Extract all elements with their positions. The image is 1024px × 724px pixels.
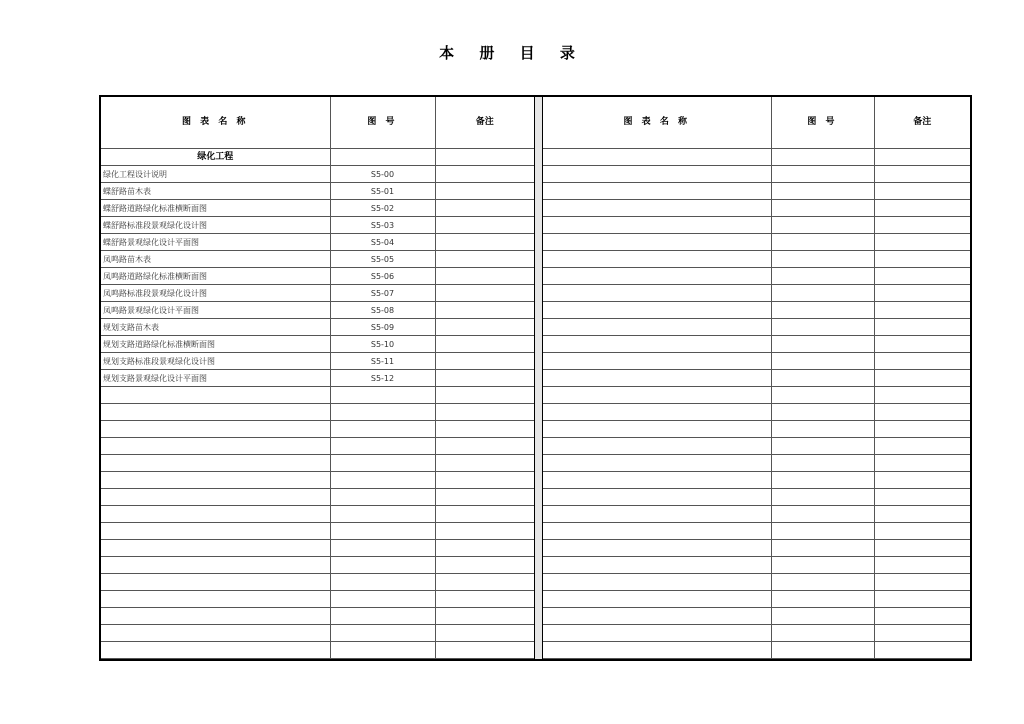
empty-cell bbox=[771, 591, 874, 608]
empty-cell bbox=[101, 404, 330, 421]
entry-code: S5-07 bbox=[330, 285, 435, 302]
table-row bbox=[101, 149, 534, 166]
empty-cell bbox=[874, 251, 970, 268]
empty-cell bbox=[330, 489, 435, 506]
entry-note bbox=[435, 200, 534, 217]
table-row bbox=[101, 183, 534, 200]
empty-cell bbox=[330, 421, 435, 438]
table-row bbox=[101, 319, 534, 336]
empty-cell bbox=[330, 608, 435, 625]
empty-cell bbox=[435, 489, 534, 506]
header-note: 备注 bbox=[874, 97, 970, 149]
empty-cell bbox=[435, 540, 534, 557]
empty-cell bbox=[543, 217, 771, 234]
empty-cell bbox=[101, 455, 330, 472]
table-row bbox=[543, 574, 970, 591]
table-row bbox=[543, 506, 970, 523]
empty-cell bbox=[435, 608, 534, 625]
empty-cell bbox=[771, 557, 874, 574]
table-row bbox=[543, 234, 970, 251]
table-row bbox=[101, 200, 534, 217]
empty-cell bbox=[771, 421, 874, 438]
table-row bbox=[101, 370, 534, 387]
entry-code: S5-08 bbox=[330, 302, 435, 319]
empty-cell bbox=[435, 472, 534, 489]
table-row bbox=[543, 625, 970, 642]
entry-note bbox=[435, 268, 534, 285]
empty-cell bbox=[330, 591, 435, 608]
empty-cell bbox=[543, 285, 771, 302]
empty-cell bbox=[543, 200, 771, 217]
empty-cell bbox=[543, 183, 771, 200]
empty-cell bbox=[771, 200, 874, 217]
entry-note bbox=[435, 370, 534, 387]
table-row bbox=[101, 574, 534, 591]
empty-cell bbox=[435, 404, 534, 421]
empty-cell bbox=[771, 608, 874, 625]
empty-cell bbox=[330, 455, 435, 472]
empty-cell bbox=[874, 540, 970, 557]
table-row bbox=[543, 149, 970, 166]
empty-cell bbox=[874, 472, 970, 489]
table-row bbox=[543, 404, 970, 421]
entry-code: S5-09 bbox=[330, 319, 435, 336]
empty-cell bbox=[874, 523, 970, 540]
column-divider bbox=[534, 97, 543, 659]
table-row bbox=[543, 200, 970, 217]
empty-cell bbox=[771, 523, 874, 540]
table-row bbox=[101, 387, 534, 404]
empty-cell bbox=[543, 523, 771, 540]
empty-cell bbox=[543, 591, 771, 608]
table-row bbox=[101, 540, 534, 557]
table-row bbox=[543, 540, 970, 557]
empty-cell bbox=[330, 625, 435, 642]
empty-cell bbox=[874, 336, 970, 353]
table-row bbox=[543, 251, 970, 268]
entry-name: 凤鸣路标准段景观绿化设计图 bbox=[101, 285, 330, 302]
empty-cell bbox=[771, 642, 874, 659]
table-row bbox=[543, 302, 970, 319]
empty-cell bbox=[543, 268, 771, 285]
table-header-row bbox=[543, 97, 970, 149]
empty-cell bbox=[543, 336, 771, 353]
empty-cell bbox=[771, 489, 874, 506]
empty-cell bbox=[101, 506, 330, 523]
table-row bbox=[543, 166, 970, 183]
empty-cell bbox=[330, 472, 435, 489]
empty-cell bbox=[543, 574, 771, 591]
table-row bbox=[101, 506, 534, 523]
table-row bbox=[101, 608, 534, 625]
empty-cell bbox=[771, 472, 874, 489]
empty-cell bbox=[874, 217, 970, 234]
empty-cell bbox=[771, 540, 874, 557]
entry-name: 蝶舒路景观绿化设计平面图 bbox=[101, 234, 330, 251]
empty-cell bbox=[543, 387, 771, 404]
empty-cell bbox=[874, 421, 970, 438]
empty-cell bbox=[874, 353, 970, 370]
empty-cell bbox=[874, 557, 970, 574]
empty-cell bbox=[435, 421, 534, 438]
empty-cell bbox=[435, 387, 534, 404]
empty-cell bbox=[101, 421, 330, 438]
entry-note bbox=[435, 166, 534, 183]
table-row bbox=[543, 370, 970, 387]
table-row bbox=[543, 523, 970, 540]
table-row bbox=[101, 523, 534, 540]
empty-cell bbox=[874, 455, 970, 472]
table-row bbox=[543, 455, 970, 472]
empty-cell bbox=[543, 302, 771, 319]
empty-cell bbox=[435, 455, 534, 472]
empty-cell bbox=[101, 387, 330, 404]
empty-cell bbox=[771, 268, 874, 285]
header-note: 备注 bbox=[435, 97, 534, 149]
empty-cell bbox=[330, 506, 435, 523]
empty-cell bbox=[874, 183, 970, 200]
empty-cell bbox=[101, 608, 330, 625]
empty-cell bbox=[543, 557, 771, 574]
entry-name: 规划支路景观绿化设计平面图 bbox=[101, 370, 330, 387]
entry-note bbox=[435, 217, 534, 234]
entry-code: S5-02 bbox=[330, 200, 435, 217]
table-row bbox=[101, 268, 534, 285]
table-row bbox=[101, 166, 534, 183]
entry-name: 蝶舒路苗木表 bbox=[101, 183, 330, 200]
empty-cell bbox=[771, 353, 874, 370]
empty-cell bbox=[771, 217, 874, 234]
table-row bbox=[101, 642, 534, 659]
empty-cell bbox=[543, 540, 771, 557]
entry-note bbox=[435, 251, 534, 268]
entry-name: 规划支路标准段景观绿化设计图 bbox=[101, 353, 330, 370]
table-row bbox=[101, 591, 534, 608]
table-row bbox=[543, 642, 970, 659]
entry-code: S5-11 bbox=[330, 353, 435, 370]
header-name: 图 表 名 称 bbox=[543, 97, 771, 149]
empty-cell bbox=[543, 251, 771, 268]
entry-code: S5-12 bbox=[330, 370, 435, 387]
empty-cell bbox=[101, 489, 330, 506]
empty-cell bbox=[330, 438, 435, 455]
empty-cell bbox=[543, 608, 771, 625]
empty-cell bbox=[874, 642, 970, 659]
empty-cell bbox=[874, 268, 970, 285]
empty-cell bbox=[874, 387, 970, 404]
empty-cell bbox=[771, 370, 874, 387]
empty-cell bbox=[101, 523, 330, 540]
entry-code: S5-00 bbox=[330, 166, 435, 183]
page-title: 本 册 目 录 bbox=[439, 44, 585, 62]
table-header-row bbox=[101, 97, 534, 149]
empty-cell bbox=[435, 625, 534, 642]
table-row bbox=[543, 489, 970, 506]
section-title: 绿化工程 bbox=[101, 149, 330, 166]
entry-note bbox=[435, 319, 534, 336]
table-row bbox=[543, 268, 970, 285]
table-row bbox=[101, 489, 534, 506]
empty-cell bbox=[101, 642, 330, 659]
table-row bbox=[543, 217, 970, 234]
table-row bbox=[543, 421, 970, 438]
entry-code: S5-04 bbox=[330, 234, 435, 251]
empty-cell bbox=[543, 472, 771, 489]
empty-cell bbox=[771, 404, 874, 421]
entry-note bbox=[435, 336, 534, 353]
entry-name: 凤鸣路道路绿化标准横断面图 bbox=[101, 268, 330, 285]
header-code: 图 号 bbox=[330, 97, 435, 149]
table-row bbox=[101, 455, 534, 472]
entry-name: 凤鸣路苗木表 bbox=[101, 251, 330, 268]
table-row bbox=[543, 285, 970, 302]
entry-name: 规划支路苗木表 bbox=[101, 319, 330, 336]
empty-cell bbox=[771, 387, 874, 404]
entry-code: S5-03 bbox=[330, 217, 435, 234]
empty-cell bbox=[101, 540, 330, 557]
catalog-table-right bbox=[543, 97, 970, 659]
empty-cell bbox=[874, 489, 970, 506]
empty-cell bbox=[771, 455, 874, 472]
empty-cell bbox=[330, 149, 435, 166]
entry-code: S5-10 bbox=[330, 336, 435, 353]
table-row bbox=[101, 234, 534, 251]
empty-cell bbox=[543, 506, 771, 523]
empty-cell bbox=[771, 506, 874, 523]
table-row bbox=[543, 183, 970, 200]
entry-code: S5-06 bbox=[330, 268, 435, 285]
empty-cell bbox=[771, 166, 874, 183]
empty-cell bbox=[330, 557, 435, 574]
empty-cell bbox=[101, 438, 330, 455]
table-row bbox=[101, 404, 534, 421]
empty-cell bbox=[330, 574, 435, 591]
table-row bbox=[101, 353, 534, 370]
table-row bbox=[101, 421, 534, 438]
empty-cell bbox=[771, 149, 874, 166]
table-row bbox=[543, 336, 970, 353]
empty-cell bbox=[543, 455, 771, 472]
empty-cell bbox=[330, 540, 435, 557]
empty-cell bbox=[435, 523, 534, 540]
empty-cell bbox=[543, 489, 771, 506]
table-row bbox=[543, 438, 970, 455]
empty-cell bbox=[874, 149, 970, 166]
header-name: 图 表 名 称 bbox=[101, 97, 330, 149]
empty-cell bbox=[771, 251, 874, 268]
empty-cell bbox=[330, 387, 435, 404]
empty-cell bbox=[543, 370, 771, 387]
table-row bbox=[101, 557, 534, 574]
table-row bbox=[543, 557, 970, 574]
header-code: 图 号 bbox=[771, 97, 874, 149]
empty-cell bbox=[543, 438, 771, 455]
empty-cell bbox=[435, 574, 534, 591]
empty-cell bbox=[771, 574, 874, 591]
entry-note bbox=[435, 285, 534, 302]
empty-cell bbox=[330, 642, 435, 659]
empty-cell bbox=[435, 506, 534, 523]
table-row bbox=[101, 302, 534, 319]
empty-cell bbox=[101, 472, 330, 489]
empty-cell bbox=[101, 557, 330, 574]
table-row bbox=[543, 472, 970, 489]
empty-cell bbox=[435, 557, 534, 574]
entry-note bbox=[435, 234, 534, 251]
table-row bbox=[101, 251, 534, 268]
entry-code: S5-01 bbox=[330, 183, 435, 200]
entry-name: 绿化工程设计说明 bbox=[101, 166, 330, 183]
entry-name: 蝶舒路道路绿化标准横断面图 bbox=[101, 200, 330, 217]
empty-cell bbox=[874, 506, 970, 523]
empty-cell bbox=[874, 574, 970, 591]
entry-note bbox=[435, 183, 534, 200]
entry-name: 规划支路道路绿化标准横断面图 bbox=[101, 336, 330, 353]
empty-cell bbox=[771, 183, 874, 200]
empty-cell bbox=[874, 200, 970, 217]
empty-cell bbox=[771, 625, 874, 642]
empty-cell bbox=[543, 625, 771, 642]
table-row bbox=[101, 336, 534, 353]
empty-cell bbox=[874, 404, 970, 421]
empty-cell bbox=[435, 591, 534, 608]
empty-cell bbox=[543, 166, 771, 183]
empty-cell bbox=[771, 285, 874, 302]
empty-cell bbox=[543, 421, 771, 438]
empty-cell bbox=[435, 149, 534, 166]
table-row bbox=[543, 591, 970, 608]
empty-cell bbox=[874, 319, 970, 336]
empty-cell bbox=[771, 319, 874, 336]
empty-cell bbox=[101, 625, 330, 642]
empty-cell bbox=[874, 591, 970, 608]
table-row bbox=[101, 472, 534, 489]
empty-cell bbox=[543, 353, 771, 370]
empty-cell bbox=[435, 642, 534, 659]
empty-cell bbox=[101, 591, 330, 608]
catalog-sheet bbox=[99, 95, 972, 661]
table-row bbox=[543, 387, 970, 404]
empty-cell bbox=[543, 149, 771, 166]
empty-cell bbox=[330, 404, 435, 421]
table-row bbox=[543, 353, 970, 370]
empty-cell bbox=[874, 370, 970, 387]
entry-code: S5-05 bbox=[330, 251, 435, 268]
empty-cell bbox=[101, 574, 330, 591]
empty-cell bbox=[874, 438, 970, 455]
table-row bbox=[101, 438, 534, 455]
empty-cell bbox=[771, 302, 874, 319]
empty-cell bbox=[543, 234, 771, 251]
empty-cell bbox=[874, 234, 970, 251]
table-row bbox=[101, 217, 534, 234]
entry-name: 凤鸣路景观绿化设计平面图 bbox=[101, 302, 330, 319]
empty-cell bbox=[543, 404, 771, 421]
entry-note bbox=[435, 302, 534, 319]
table-row bbox=[101, 285, 534, 302]
empty-cell bbox=[874, 285, 970, 302]
empty-cell bbox=[771, 438, 874, 455]
empty-cell bbox=[771, 336, 874, 353]
empty-cell bbox=[435, 438, 534, 455]
table-row bbox=[543, 319, 970, 336]
table-row bbox=[543, 608, 970, 625]
empty-cell bbox=[543, 319, 771, 336]
entry-note bbox=[435, 353, 534, 370]
table-row bbox=[101, 625, 534, 642]
catalog-table-left bbox=[101, 97, 534, 659]
empty-cell bbox=[874, 625, 970, 642]
empty-cell bbox=[771, 234, 874, 251]
empty-cell bbox=[543, 642, 771, 659]
empty-cell bbox=[330, 523, 435, 540]
entry-name: 蝶舒路标准段景观绿化设计图 bbox=[101, 217, 330, 234]
empty-cell bbox=[874, 302, 970, 319]
empty-cell bbox=[874, 166, 970, 183]
empty-cell bbox=[874, 608, 970, 625]
